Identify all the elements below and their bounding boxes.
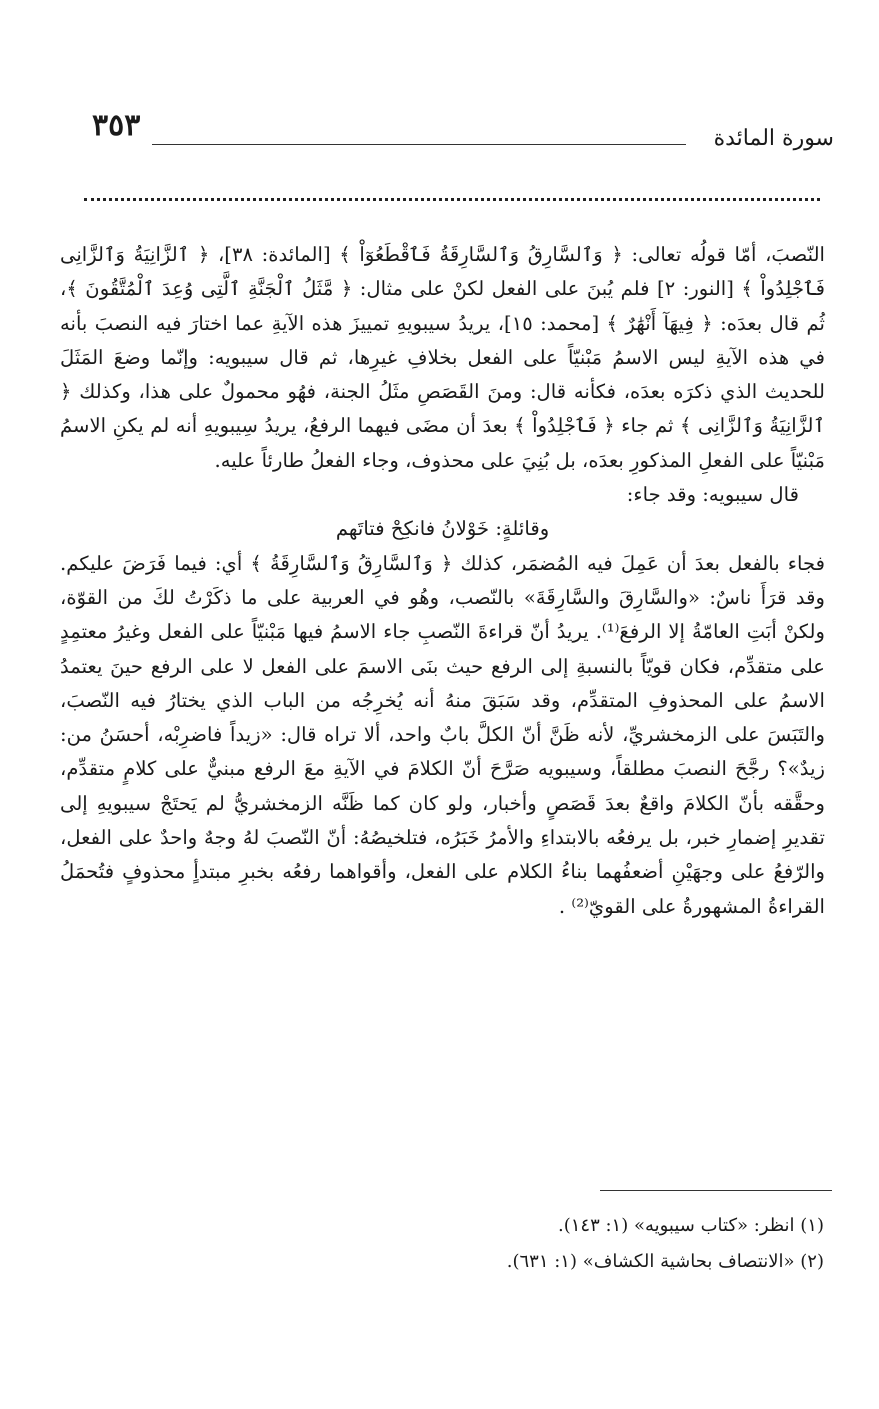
header-rule xyxy=(152,144,686,145)
paragraph-2: فجاء بالفعل بعدَ أن عَمِلَ فيه المُضمَر، كذلك ﴿ وَٱلسَّارِقُ وَٱلسَّارِقَةُ ﴾ أي: فيما فَرَضَ عليكم. وقد قرَأَ ناسٌ: «والسَّارِقَ والسَّارِقَةَ» بالنّصب، وهُو في العربية على ما ذكَرْتُ لكَ من القوّة، ولكنْ أبَتِ العامّةُ إلا الرفعَ⁽¹⁾. يريدُ أنّ قراءةَ النّصبِ جاء الاسمُ فيها مَبْنيّاً على الفعل وغيرُ معتمِدٍ على متقدِّم، فكان قويّاً بالنسبةِ إلى الرفع حيث بنَى الاسمَ على الفعل لا على الرفع حينَ يعتمدُ الاسمُ على المحذوفِ المتقدِّم، وقد سَبَقَ منهُ أنه يُخرِجُه من الباب الذي يختارُ فيه النّصبَ، والتَبَسَ على الزمخشريِّ، لأنه ظَنَّ أنّ الكلَّ بابٌ واحد، ألا تراه قال: «زيداً فاضرِبْه، أحسَنُ من: زيدٌ»؟ رجَّحَ النصبَ مطلقاً، وسيبويه صَرَّحَ أنّ الكلامَ في الآيةِ معَ الرفع مبنيٌّ على كلامٍ متقدِّم، وحقَّقه بأنّ الكلامَ واقعٌ بعدَ قَصَصٍ وأخبار، ولو كان كما ظَنَّه الزمخشريُّ لم يَحتَجْ سيبويهِ إلى تقديرِ إضمارِ خبر، بل يرفعُه بالابتداءِ والأمرُ خَبَرُه، فتلخيصُهُ: أنّ النّصبَ لهُ وجهٌ واحدٌ على الفعل، والرّفعُ على وجهَيْنِ أضعفُهما بناءُ الكلام على الفعل، وأقواهما رفعُه بخبرِ مبتدأٍ محذوفٍ فتُحمَلُ القراءةُ المشهورةُ على القويّ⁽²⁾ . xyxy=(60,551,825,918)
footnote-1: (١) انظر: «كتاب سيبويه» (١: ١٤٣). xyxy=(557,1215,824,1236)
page-header xyxy=(92,108,834,160)
footnote-rule xyxy=(600,1190,832,1191)
paragraph-1: النّصبَ، أمّا قولُه تعالى: ﴿ وَٱلسَّارِقُ وَٱلسَّارِقَةُ فَٱقْطَعُوٓاْ ﴾ [المائدة: ٣٨]، ﴿ ٱلزَّانِيَةُ وَٱلزَّانِى فَٱجْلِدُواْ ﴾ [النور: ٢] فلم يُبنَ على الفعل لكنْ على مثال: ﴿ مَّثَلُ ٱلْجَنَّةِ ٱلَّتِى وُعِدَ ٱلْمُتَّقُونَ ﴾، ثُم قال بعدَه: ﴿ فِيهَآ أَنْهَٰرٌ ﴾ [محمد: ١٥]، يريدُ سيبويهِ تمييزَ هذه الآيةِ عما اختارَ فيه النصبَ بأنه في هذه الآيةِ ليس الاسمُ مَبْنيّاً على الفعل بخلافِ غيرِها، ثم قال سيبويه: وإنّما وضعَ المَثَلَ للحديث الذي ذكرَه بعدَه، فكأنه قال: ومنَ القَصَصِ مثَلُ الجنة، فهُو محمولٌ على هذا، وكذلك ﴿ ٱلزَّانِيَةُ وَٱلزَّانِى ﴾ ثم جاء ﴿ فَٱجْلِدُواْ ﴾ بعدَ أن مضَى فيهما الرفعُ، يريدُ سِيبويهِ أنه لم يكنِ الاسمُ مَبْنيّاً على الفعلِ المذكورِ بعدَه، بل بُنِيَ على محذوف، وجاء الفعلُ طارئاً عليه. xyxy=(60,243,825,472)
sura-title: سورة المائدة xyxy=(713,126,834,151)
page-number: ٣٥٣ xyxy=(92,108,141,143)
footnotes xyxy=(104,1208,824,1280)
footnote-2: (٢) «الانتصاف بحاشية الكشاف» (١: ٦٣١). xyxy=(506,1251,824,1272)
main-text xyxy=(60,238,825,924)
poem-verse: وقائلةٍ: خَوْلانُ فانكِحْ فتاتَهم xyxy=(335,517,550,541)
dotted-separator xyxy=(84,198,820,201)
quote-intro: قال سيبويه: وقد جاء: xyxy=(626,483,799,507)
